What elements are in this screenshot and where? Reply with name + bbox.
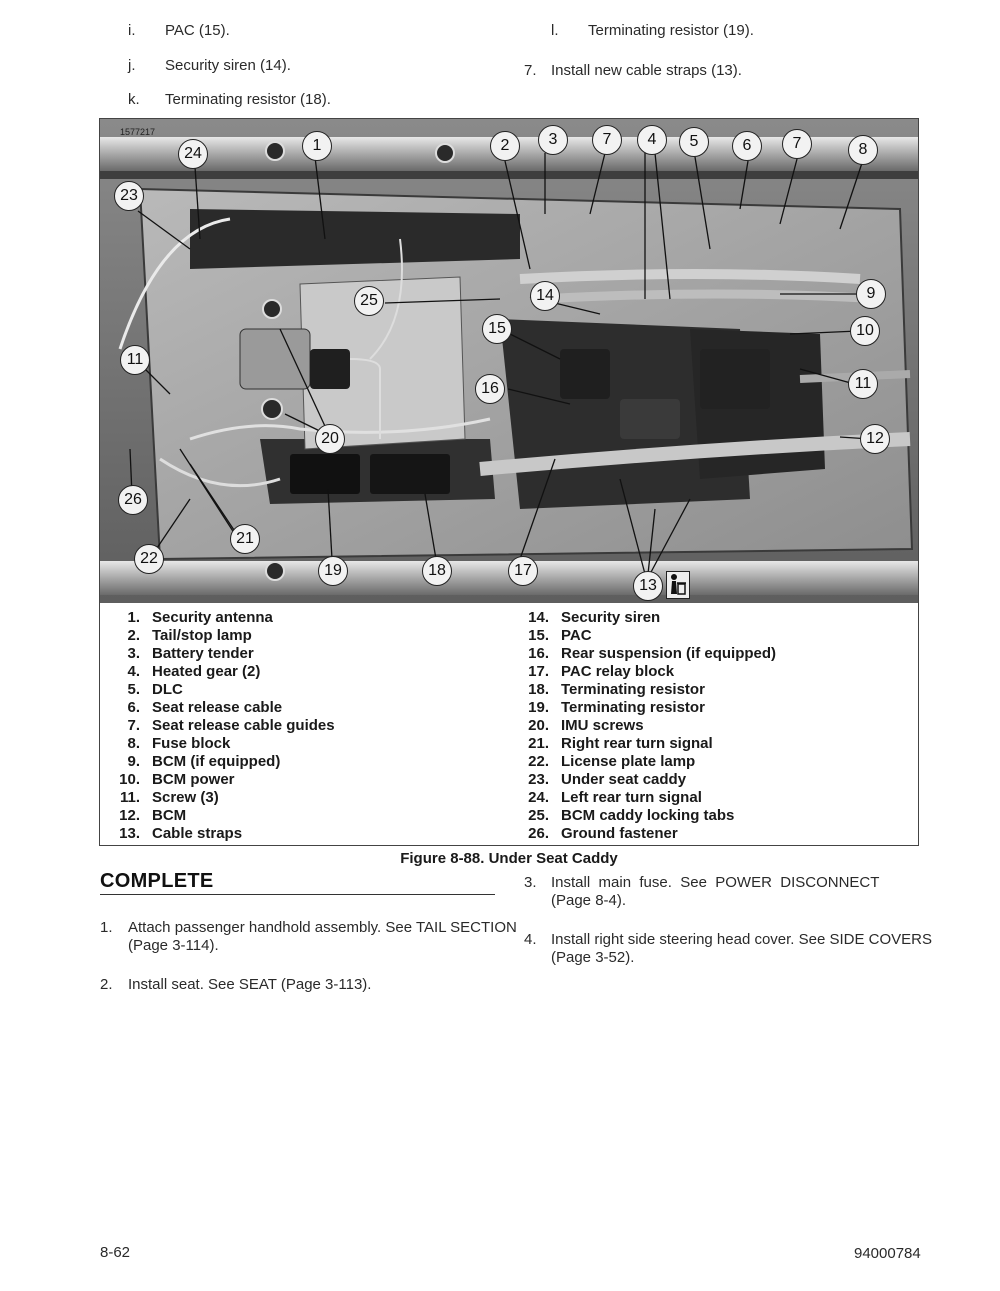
callout: 2 [490, 131, 520, 161]
step-text-continued: (Page 3-52). [551, 949, 635, 966]
disposal-icon [666, 571, 690, 599]
legend-item [100, 789, 335, 807]
list-marker: k. [128, 91, 140, 108]
callout: 10 [850, 316, 880, 346]
legend-text: BCM power [152, 771, 235, 788]
legend-text: Seat release cable guides [152, 717, 335, 734]
legend-number: 13. [119, 825, 140, 842]
legend-item [100, 735, 335, 753]
callout: 7 [782, 129, 812, 159]
list-marker: j. [128, 57, 136, 74]
legend-right [509, 609, 776, 843]
legend-text: Right rear turn signal [561, 735, 713, 752]
legend-item [100, 717, 335, 735]
callout: 19 [318, 556, 348, 586]
step-marker: 2. [100, 976, 113, 993]
legend-item [509, 717, 776, 735]
legend-number: 18. [528, 681, 549, 698]
callout: 15 [482, 314, 512, 344]
list-text: PAC (15). [165, 22, 230, 39]
callout: 6 [732, 131, 762, 161]
legend-number: 1. [127, 609, 140, 626]
legend-number: 9. [127, 753, 140, 770]
legend-item [509, 789, 776, 807]
callout: 21 [230, 524, 260, 554]
step-marker: 1. [100, 919, 113, 936]
list-text: Terminating resistor (18). [165, 91, 331, 108]
figure-caption: Figure 8-88. Under Seat Caddy [400, 850, 618, 867]
legend-item [509, 771, 776, 789]
legend-number: 7. [127, 717, 140, 734]
legend-text: Under seat caddy [561, 771, 687, 788]
legend-number: 12. [119, 807, 140, 824]
callout: 12 [860, 424, 890, 454]
legend-item [509, 609, 776, 627]
legend-text: Security siren [561, 609, 661, 626]
step-text-continued: (Page 3-114). [128, 937, 219, 954]
legend-item [509, 627, 776, 645]
callout: 22 [134, 544, 164, 574]
legend-text: BCM [152, 807, 187, 824]
legend-number: 19. [528, 699, 549, 716]
legend-number: 10. [119, 771, 140, 788]
step-marker: 3. [524, 874, 537, 891]
legend-text: Terminating resistor [561, 699, 705, 716]
legend-text: Terminating resistor [561, 681, 705, 698]
legend-item [509, 663, 776, 681]
legend-text: Battery tender [152, 645, 254, 662]
legend-number: 20. [528, 717, 549, 734]
legend-number: 2. [127, 627, 140, 644]
legend-number: 17. [528, 663, 549, 680]
list-marker: i. [128, 22, 136, 39]
legend-number: 22. [528, 753, 549, 770]
legend-number: 11. [119, 789, 140, 806]
legend-text: PAC relay block [561, 663, 675, 680]
legend-left [100, 609, 335, 843]
legend-text: Rear suspension (if equipped) [561, 645, 777, 662]
callout: 17 [508, 556, 538, 586]
legend-text: Ground fastener [561, 825, 678, 842]
callout: 25 [354, 286, 384, 316]
callout: 11 [120, 345, 150, 375]
callout: 18 [422, 556, 452, 586]
legend-number: 26. [528, 825, 549, 842]
callout: 5 [679, 127, 709, 157]
callout: 26 [118, 485, 148, 515]
step-text: Install seat. See SEAT (Page 3-113). [128, 976, 372, 993]
legend-item [509, 825, 776, 843]
legend-item [100, 807, 335, 825]
callout: 11 [848, 369, 878, 399]
step-marker: 4. [524, 931, 537, 948]
callout: 1 [302, 131, 332, 161]
legend-number: 8. [127, 735, 140, 752]
callout: 14 [530, 281, 560, 311]
legend-text: DLC [152, 681, 183, 698]
legend-number: 15. [528, 627, 549, 644]
legend-text: Tail/stop lamp [152, 627, 252, 644]
legend-item [509, 645, 776, 663]
legend-item [100, 771, 335, 789]
list-text: Terminating resistor (19). [588, 22, 754, 39]
step-marker: 7. [524, 62, 537, 79]
legend-number: 24. [528, 789, 549, 806]
callout: 3 [538, 125, 568, 155]
legend-item [100, 645, 335, 663]
step-text-continued: (Page 8-4). [551, 892, 627, 909]
step-text: Attach passenger handhold assembly. See TAIL SECTION [128, 919, 517, 936]
figure-id: 1577217 [120, 127, 156, 137]
step-text: Install main fuse. See POWER DISCONNECT [551, 874, 880, 891]
legend-item [509, 699, 776, 717]
legend-text: BCM caddy locking tabs [561, 807, 735, 824]
legend-text: Security antenna [152, 609, 273, 626]
callout: 24 [178, 139, 208, 169]
legend-text: Left rear turn signal [561, 789, 702, 806]
legend-text: BCM (if equipped) [152, 753, 281, 770]
legend-text: Heated gear (2) [152, 663, 261, 680]
list-marker: l. [551, 22, 559, 39]
legend-item [100, 699, 335, 717]
legend-text: Seat release cable [152, 699, 283, 716]
legend-text: Cable straps [152, 825, 243, 842]
legend-item [100, 681, 335, 699]
legend-number: 5. [127, 681, 140, 698]
legend-text: Fuse block [152, 735, 231, 752]
legend-item [100, 753, 335, 771]
document-number: 94000784 [854, 1245, 921, 1262]
under-seat-caddy-photo [100, 119, 918, 603]
callout: 16 [475, 374, 505, 404]
legend-text: IMU screws [561, 717, 644, 734]
callout: 13 [633, 571, 663, 601]
legend-item [509, 681, 776, 699]
legend-text: License plate lamp [561, 753, 696, 770]
legend-number: 14. [528, 609, 549, 626]
step-text: Install new cable straps (13). [551, 62, 742, 79]
legend-item [509, 807, 776, 825]
legend-number: 16. [528, 645, 549, 662]
figure-box [99, 118, 919, 846]
photo-illustration [100, 119, 918, 603]
step-text: Install right side steering head cover. See SIDE COVERS [551, 931, 933, 948]
legend-item [509, 753, 776, 771]
callout: 23 [114, 181, 144, 211]
legend-number: 21. [528, 735, 549, 752]
legend-item [509, 735, 776, 753]
legend-text: Screw (3) [152, 789, 219, 806]
legend-number: 4. [127, 663, 140, 680]
callout: 20 [315, 424, 345, 454]
list-text: Security siren (14). [165, 57, 291, 74]
callout: 7 [592, 125, 622, 155]
callout: 4 [637, 125, 667, 155]
legend-number: 6. [127, 699, 140, 716]
legend-item [100, 825, 335, 843]
callout: 9 [856, 279, 886, 309]
section-heading: COMPLETE [100, 870, 495, 895]
legend-number: 23. [528, 771, 549, 788]
legend-text: PAC [561, 627, 592, 644]
legend-number: 25. [528, 807, 549, 824]
callout: 8 [848, 135, 878, 165]
legend-item [100, 663, 335, 681]
legend-item [100, 627, 335, 645]
legend-number: 3. [127, 645, 140, 662]
legend-item [100, 609, 335, 627]
page-number: 8-62 [100, 1244, 131, 1261]
